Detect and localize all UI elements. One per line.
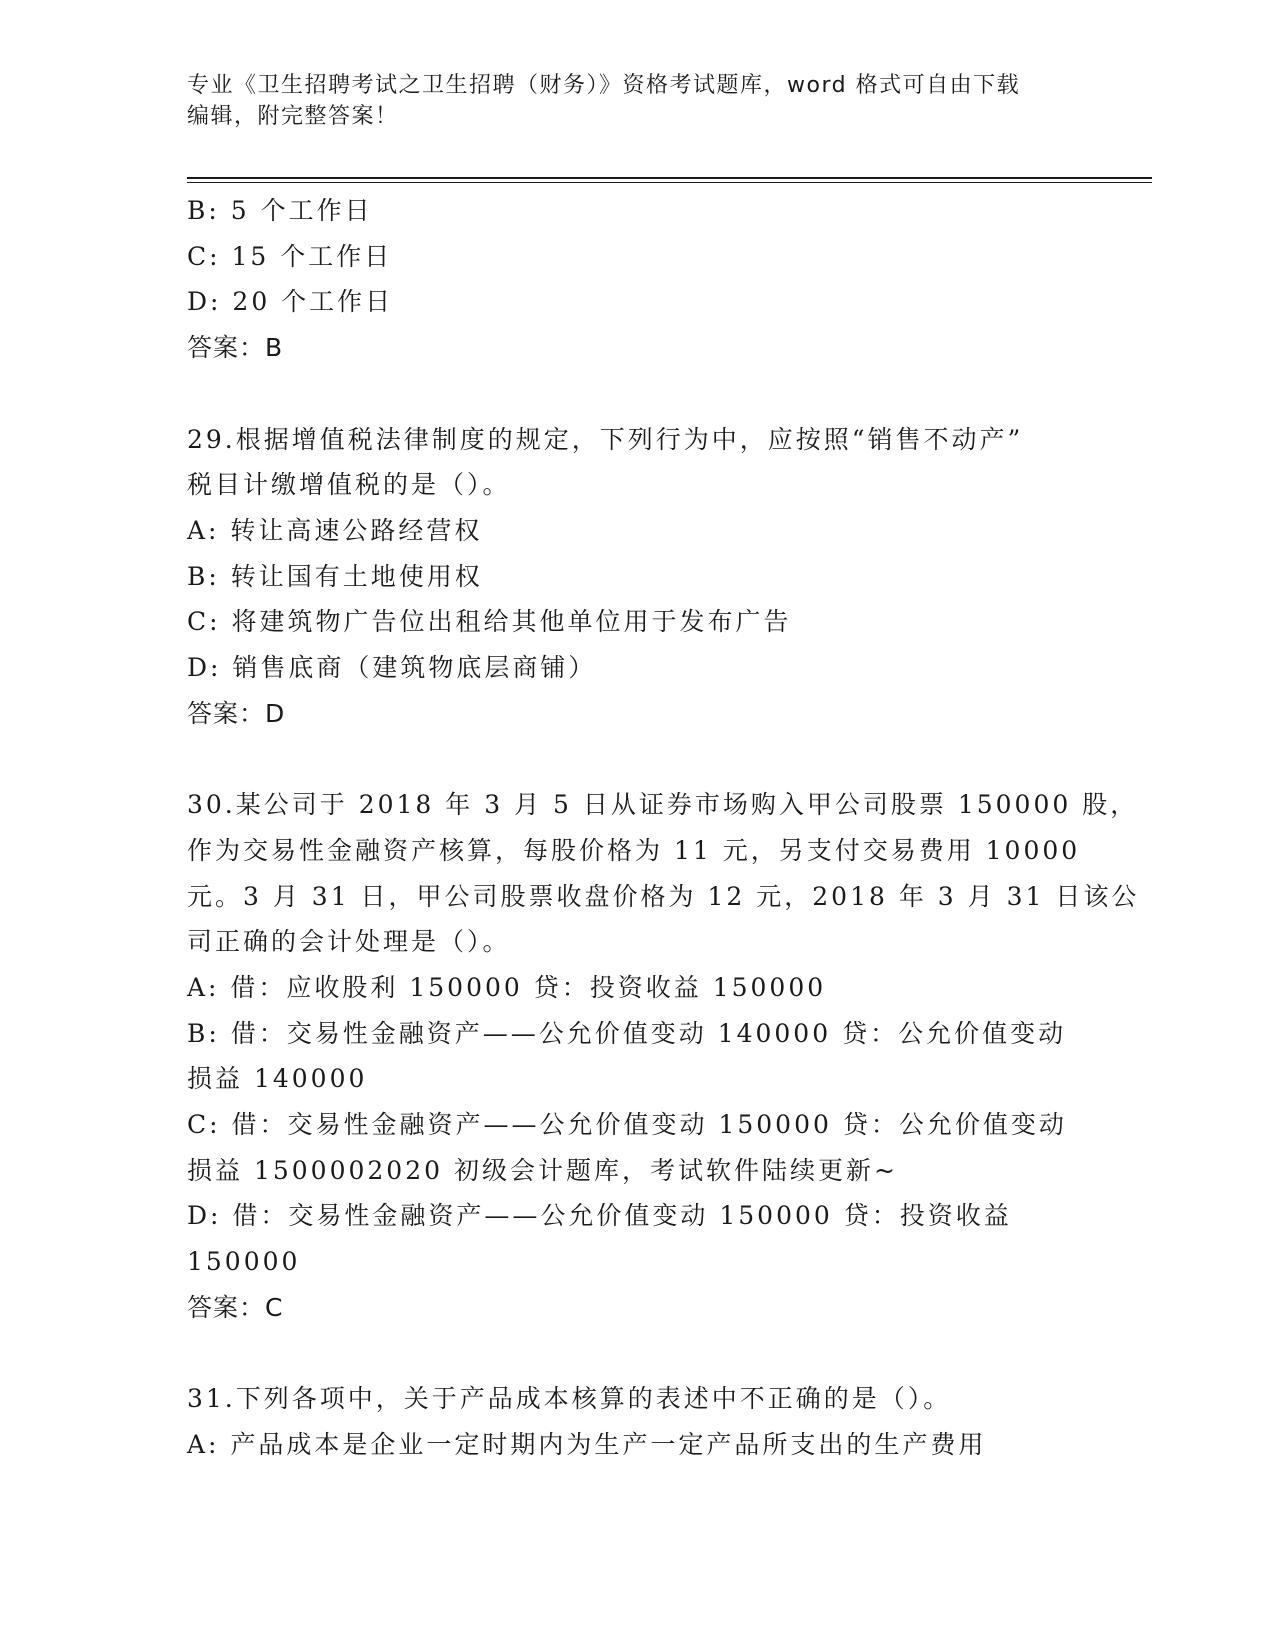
- spacer: [187, 736, 1087, 782]
- option-a: A: 借：应收股利 150000 贷：投资收益 150000: [187, 972, 827, 1002]
- answer-line: 答案：B: [187, 333, 284, 363]
- option-b: B: 转让国有土地使用权: [187, 561, 483, 591]
- question-stem: 税目计缴增值税的是（）。: [187, 470, 511, 500]
- option-d: D: 销售底商（建筑物底层商铺）: [187, 653, 597, 683]
- document-header: [187, 70, 1087, 132]
- option-a: A: 转让高速公路经营权: [187, 515, 483, 545]
- question-29: [187, 417, 1087, 737]
- option-c: C: 将建筑物广告位出租给其他单位用于发布广告: [187, 607, 792, 637]
- answer-line: 答案：D: [187, 698, 286, 728]
- question-stem: 司正确的会计处理是（）。: [187, 927, 511, 957]
- question-stem: 30.某公司于 2018 年 3 月 5 日从证券市场购入甲公司股票 150000 股，: [187, 790, 1139, 820]
- question-content: [187, 188, 1140, 1468]
- header-rule-thin: [187, 182, 1152, 183]
- question-stem: 31.下列各项中，关于产品成本核算的表述中不正确的是（）。: [187, 1384, 952, 1414]
- option-b-continued: 损益 140000: [187, 1064, 368, 1094]
- option-d: D: 借：交易性金融资产——公允价值变动 150000 贷：投资收益: [187, 1201, 1012, 1231]
- question-30: [187, 782, 1140, 1330]
- question-stem: 29.根据增值税法律制度的规定，下列行为中，应按照“销售不动产”: [187, 424, 1024, 454]
- header-line-1: 专业《卫生招聘考试之卫生招聘（财务）》资格考试题库，word 格式可自由下载: [187, 73, 1021, 98]
- header-line-2: 编辑，附完整答案！: [187, 104, 399, 129]
- question-31: [187, 1376, 1087, 1467]
- option-b: B: 5 个工作日: [187, 196, 373, 225]
- option-c: C: 借：交易性金融资产——公允价值变动 150000 贷：公允价值变动: [187, 1110, 1067, 1140]
- option-c-continued: 损益 1500002020 初级会计题库，考试软件陆续更新~: [187, 1155, 898, 1185]
- spacer: [187, 1331, 1087, 1377]
- question-stem: 作为交易性金融资产核算，每股价格为 11 元，另支付交易费用 10000: [187, 835, 1081, 865]
- option-d: D: 20 个工作日: [187, 287, 394, 317]
- question-stem: 元。3 月 31 日，甲公司股票收盘价格为 12 元，2018 年 3 月 31 日该公: [187, 881, 1140, 911]
- header-rule-thick: [187, 177, 1152, 179]
- option-d-continued: 150000: [187, 1247, 301, 1277]
- question-28-fragment: [187, 188, 1087, 371]
- answer-line: 答案：C: [187, 1292, 284, 1322]
- spacer: [187, 371, 1087, 417]
- option-c: C: 15 个工作日: [187, 241, 393, 271]
- option-b: B: 借：交易性金融资产——公允价值变动 140000 贷：公允价值变动: [187, 1018, 1067, 1048]
- option-a: A: 产品成本是企业一定时期内为生产一定产品所支出的生产费用: [187, 1429, 987, 1459]
